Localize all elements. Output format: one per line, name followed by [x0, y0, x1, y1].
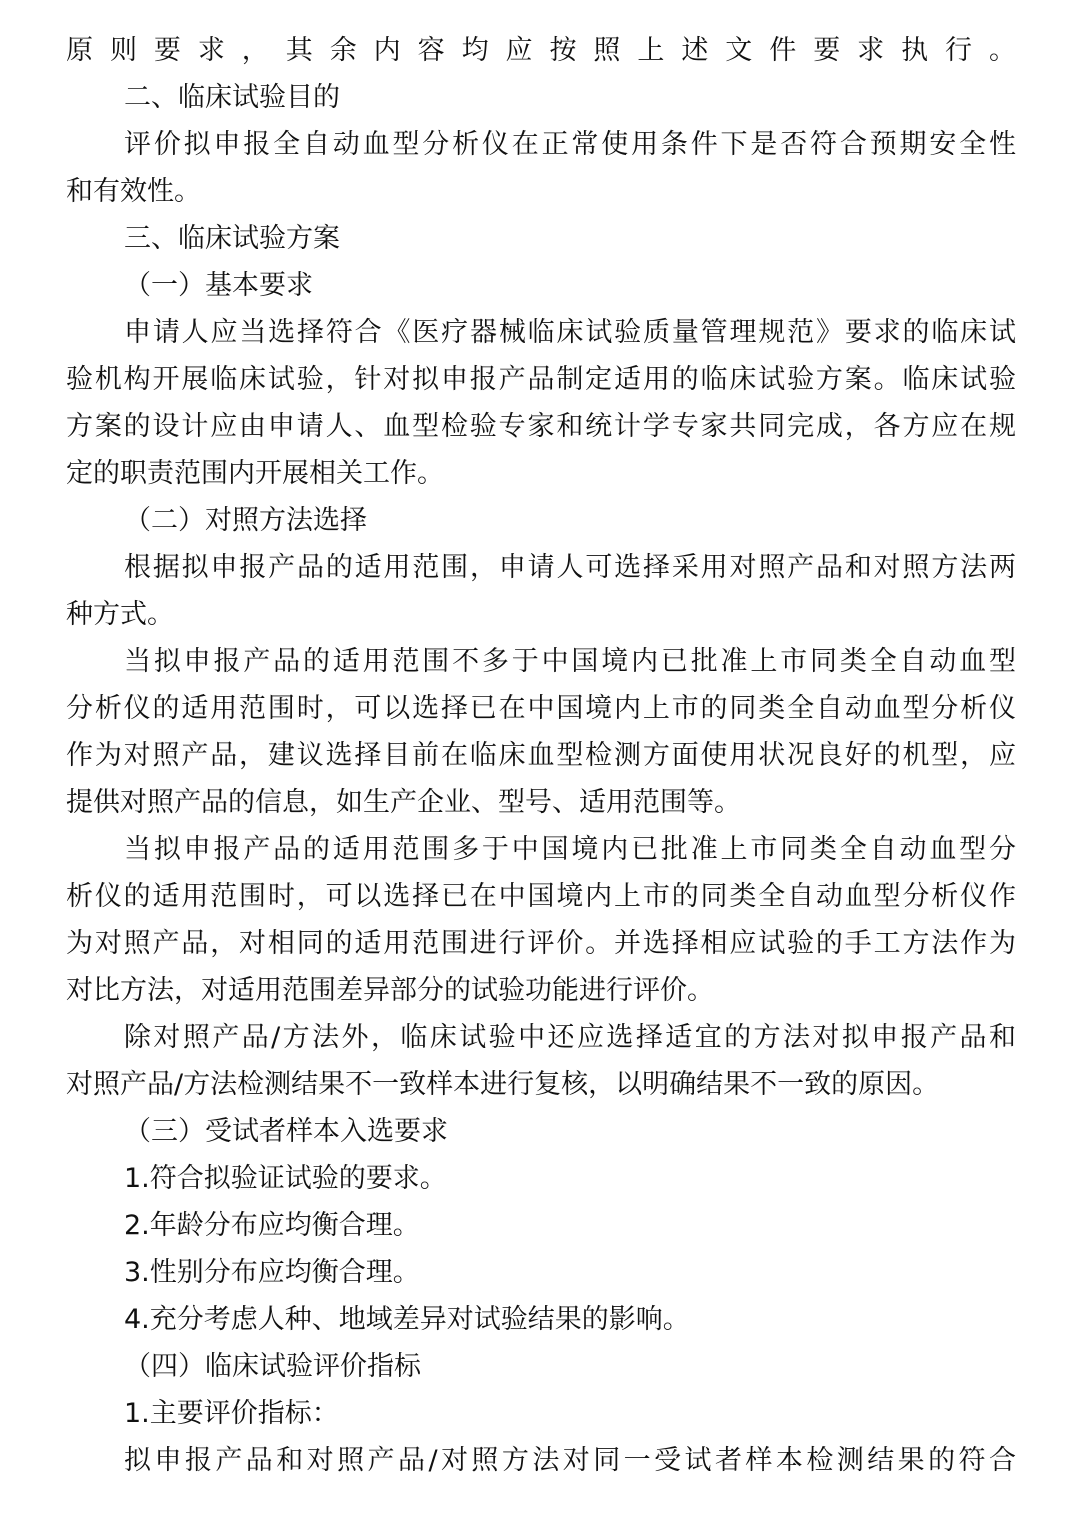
list-item: 3.性别分布应均衡合理。 [124, 1257, 420, 1288]
paragraph-line: 分析仪的适用范围时，可以选择已在中国境内上市的同类全自动血型分析仪 [66, 693, 1016, 724]
paragraph-line: 根据拟申报产品的适用范围，申请人可选择采用对照产品和对照方法两 [124, 552, 1016, 583]
paragraph-line: 对比方法，对适用范围差异部分的试验功能进行评价。 [66, 975, 714, 1006]
paragraph-line: 对照产品/方法检测结果不一致样本进行复核，以明确结果不一致的原因。 [66, 1069, 940, 1100]
section-heading: 三、临床试验方案 [124, 223, 340, 254]
paragraph-line: 和有效性。 [66, 176, 201, 207]
paragraph-line: 种方式。 [66, 599, 174, 630]
paragraph-line: 定的职责范围内开展相关工作。 [66, 458, 444, 489]
paragraph-line: 提供对照产品的信息，如生产企业、型号、适用范围等。 [66, 787, 741, 818]
paragraph-line: 方案的设计应由申请人、血型检验专家和统计学专家共同完成，各方应在规 [66, 411, 1016, 442]
paragraph-line: 拟申报产品和对照产品/对照方法对同一受试者样本检测结果的符合 [124, 1445, 1016, 1476]
list-item: 1.符合拟验证试验的要求。 [124, 1163, 447, 1194]
paragraph-line: 原则要求，其余内容均应按照上述文件要求执行。 [66, 35, 1016, 66]
paragraph-line: 当拟申报产品的适用范围多于中国境内已批准上市同类全自动血型分 [124, 834, 1016, 865]
paragraph-line: 除对照产品/方法外，临床试验中还应选择适宜的方法对拟申报产品和 [124, 1022, 1016, 1053]
list-item: 2.年龄分布应均衡合理。 [124, 1210, 420, 1241]
paragraph-line: 当拟申报产品的适用范围不多于中国境内已批准上市同类全自动血型 [124, 646, 1016, 677]
subsection-heading: （四）临床试验评价指标 [124, 1351, 421, 1382]
subsection-heading: （三）受试者样本入选要求 [124, 1116, 448, 1147]
paragraph-line: 申请人应当选择符合《医疗器械临床试验质量管理规范》要求的临床试 [124, 317, 1016, 348]
subsection-heading: （一）基本要求 [124, 270, 313, 301]
paragraph-line: 为对照产品，对相同的适用范围进行评价。并选择相应试验的手工方法作为 [66, 928, 1016, 959]
section-heading: 二、临床试验目的 [124, 82, 340, 113]
paragraph-line: 作为对照产品，建议选择目前在临床血型检测方面使用状况良好的机型，应 [66, 740, 1016, 771]
paragraph-line: 验机构开展临床试验，针对拟申报产品制定适用的临床试验方案。临床试验 [66, 364, 1016, 395]
paragraph-line: 析仪的适用范围时，可以选择已在中国境内上市的同类全自动血型分析仪作 [66, 881, 1016, 912]
paragraph-line: 评价拟申报全自动血型分析仪在正常使用条件下是否符合预期安全性 [124, 129, 1016, 160]
list-item: 4.充分考虑人种、地域差异对试验结果的影响。 [124, 1304, 690, 1335]
list-item: 1.主要评价指标： [124, 1398, 339, 1429]
subsection-heading: （二）对照方法选择 [124, 505, 367, 536]
